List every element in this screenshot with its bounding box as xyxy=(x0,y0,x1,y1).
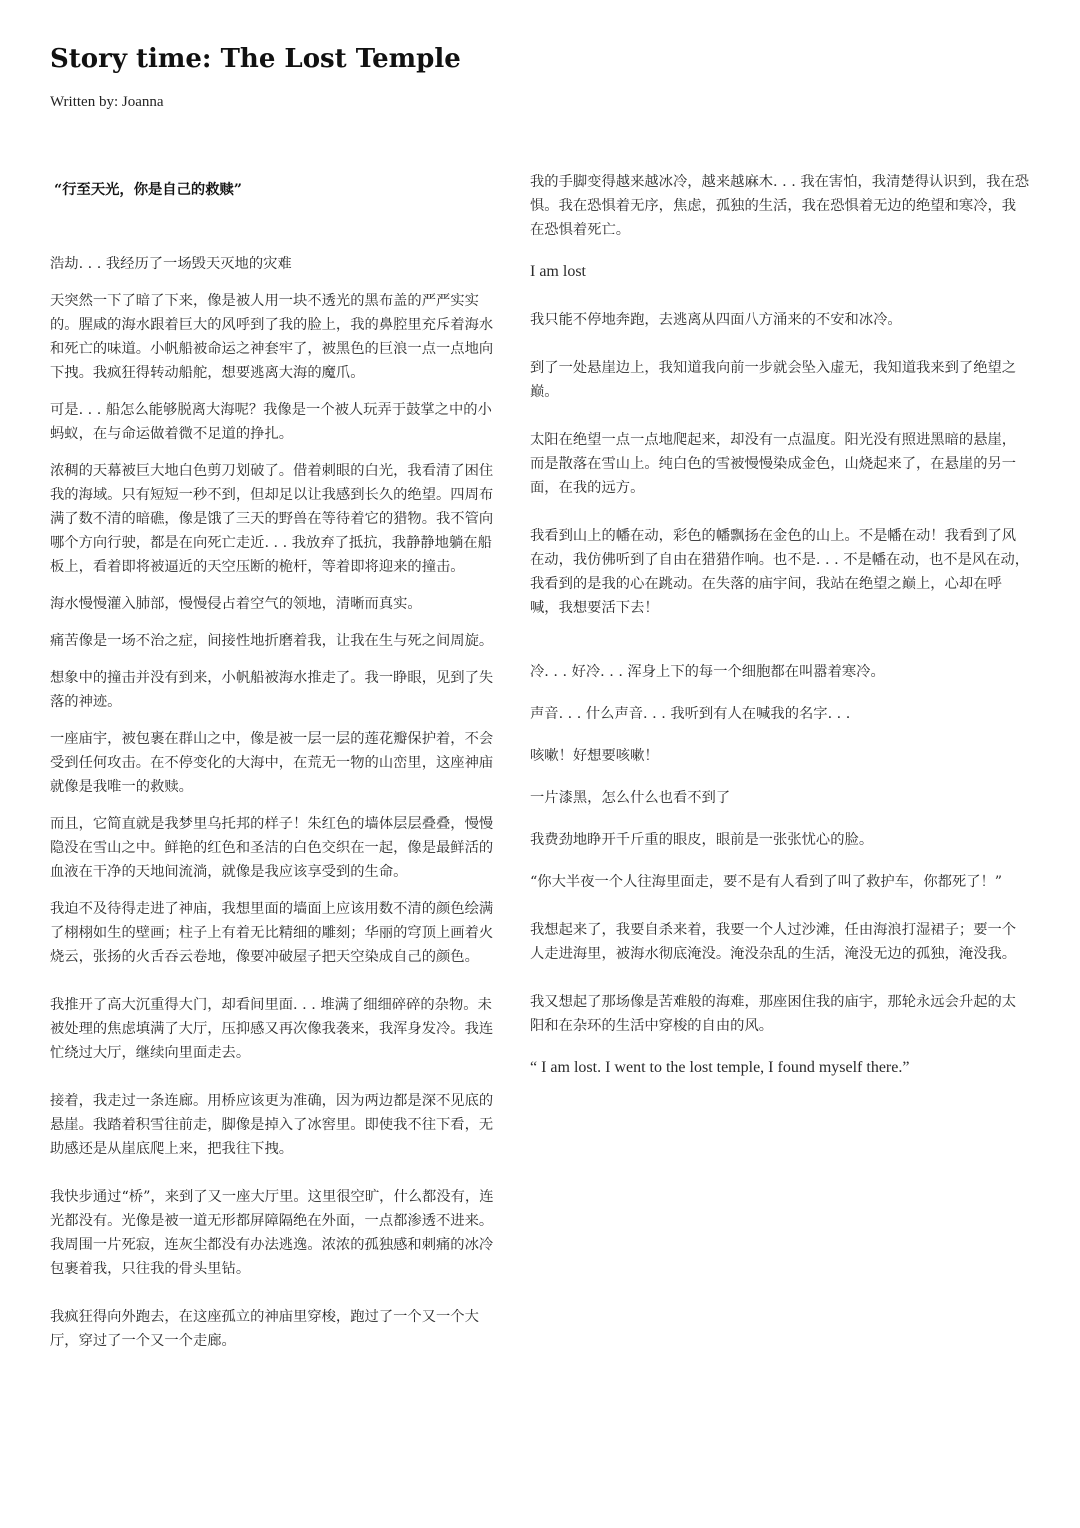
story-paragraph: 浩劫. . . 我经历了一场毁天灭地的灾难 xyxy=(50,256,292,272)
story-paragraph: 接着，我走过一条连廊。用桥应该更为准确，因为两边都是深不见底的悬崖。我踏着积雪往前走，脚像是掉入了冰窖里。即使我不往下看，无助感还是从崖底爬上来，把我往下拽。 xyxy=(50,1093,494,1157)
story-paragraph: “你大半夜一个人往海里面走，要不是有人看到了叫了救护车，你都死了！” xyxy=(530,874,1003,890)
story-paragraph: 浓稠的天幕被巨大地白色剪刀划破了。借着刺眼的白光，我看清了困住我的海域。只有短短一秒不到，但却足以让我感到长久的绝望。四周布满了数不清的暗礁，像是饿了三天的野兽在等待着它的猎物。我不管向哪个方向行驶，都是在向死亡走近. . . 我放弃了抵抗，我静静地躺在船板上，看着即将被逼近的天空压断的桅杆，等着即将迎来的撞击。 xyxy=(50,463,494,575)
story-paragraph: 我迫不及待得走进了神庙，我想里面的墙面上应该用数不清的颜色绘满了栩栩如生的壁画；柱子上有着无比精细的雕刻；华丽的穹顶上画着火烧云，张扬的火舌吞云卷地，像要冲破屋子把天空染成自己的颜色。 xyxy=(50,901,494,965)
story-paragraph: 到了一处悬崖边上，我知道我向前一步就会坠入虚无，我知道我来到了绝望之巅。 xyxy=(530,360,1017,400)
story-paragraph: 海水慢慢灌入肺部，慢慢侵占着空气的领地，清晰而真实。 xyxy=(50,596,422,612)
story-paragraph: 想象中的撞击并没有到来，小帆船被海水推走了。我一睁眼，见到了失落的神迹。 xyxy=(50,670,494,710)
story-paragraph: 冷. . . 好冷. . . 浑身上下的每一个细胞都在叫嚣着寒冷。 xyxy=(530,664,885,680)
left-column xyxy=(50,178,502,1353)
story-paragraph: 天突然一下了暗了下来，像是被人用一块不透光的黑布盖的严严实实的。腥咸的海水跟着巨大的风呼到了我的脸上，我的鼻腔里充斥着海水和死亡的味道。小帆船被命运之神套牢了，被黑色的巨浪一点一点地向下拽。我疯狂得转动船舵，想要逃离大海的魔爪。 xyxy=(50,293,494,381)
story-paragraph: 声音. . . 什么声音. . . 我听到有人在喊我的名字. . . xyxy=(530,706,851,722)
story-paragraph: 痛苦像是一场不治之症，间接性地折磨着我，让我在生与死之间周旋。 xyxy=(50,633,494,649)
story-paragraph: 而且，它简直就是我梦里乌托邦的样子！朱红色的墙体层层叠叠，慢慢隐没在雪山之中。鲜艳的红色和圣洁的白色交织在一起，像是最鲜活的血液在干净的天地间流淌，就像是我应该享受到的生命。 xyxy=(50,816,494,880)
story-paragraph: 太阳在绝望一点一点地爬起来，却没有一点温度。阳光没有照进黑暗的悬崖，而是散落在雪山上。纯白色的雪被慢慢染成金色，山烧起来了，在悬崖的另一面，在我的远方。 xyxy=(530,432,1017,496)
story-paragraph: 我看到山上的幡在动，彩色的幡飘扬在金色的山上。不是幡在动！我看到了风在动，我仿佛听到了自由在猎猎作响。也不是. . . 不是幡在动，也不是风在动，我看到的是我的心在跳动。在失落的庙宇间，我站在绝望之巅上，心却在呼喊，我想要活下去！ xyxy=(530,528,1030,616)
story-paragraph: 我疯狂得向外跑去，在这座孤立的神庙里穿梭，跑过了一个又一个大厅，穿过了一个又一个走廊。 xyxy=(50,1309,479,1349)
epigraph: “行至天光，你是自己的救赎” xyxy=(54,182,243,198)
story-paragraph: 咳嗽！好想要咳嗽！ xyxy=(530,748,659,764)
page-title: Story time: The Lost Temple xyxy=(50,44,461,74)
author-byline: Written by: Joanna xyxy=(50,94,164,110)
story-paragraph: 我快步通过“桥”，来到了又一座大厅里。这里很空旷，什么都没有，连光都没有。光像是被一道无形都屏障隔绝在外面，一点都渗透不进来。我周围一片死寂，连灰尘都没有办法逃逸。浓浓的孤独感和刺痛的冰冷包裹着我，只往我的骨头里钻。 xyxy=(50,1189,494,1277)
right-column xyxy=(530,170,1030,1080)
story-paragraph: 我的手脚变得越来越冰冷，越来越麻木. . . 我在害怕，我清楚得认识到，我在恐惧。我在恐惧着无序，焦虑，孤独的生活，我在恐惧着无边的绝望和寒冷，我在恐惧着死亡。 xyxy=(530,174,1030,238)
story-paragraph: 我只能不停地奔跑，去逃离从四面八方涌来的不安和冰冷。 xyxy=(530,312,902,328)
story-paragraph: 我想起来了，我要自杀来着，我要一个人过沙滩，任由海浪打湿裙子；要一个人走进海里，被海水彻底淹没。淹没杂乱的生活，淹没无边的孤独，淹没我。 xyxy=(530,922,1017,962)
story-paragraph: 可是. . . 船怎么能够脱离大海呢？我像是一个被人玩弄于鼓掌之中的小蚂蚁，在与命运做着微不足道的挣扎。 xyxy=(50,402,492,442)
story-paragraph: I am lost xyxy=(530,263,586,280)
story-paragraph: 我又想起了那场像是苦难般的海难，那座困住我的庙宇，那轮永远会升起的太阳和在杂环的生活中穿梭的自由的风。 xyxy=(530,994,1017,1034)
story-paragraph: 一座庙宇，被包裹在群山之中，像是被一层一层的莲花瓣保护着，不会受到任何攻击。在不停变化的大海中，在荒无一物的山峦里，这座神庙就像是我唯一的救赎。 xyxy=(50,731,494,795)
story-paragraph: 一片漆黑，怎么什么也看不到了 xyxy=(530,790,731,806)
story-paragraph: 我推开了高大沉重得大门，却看间里面. . . 堆满了细细碎碎的杂物。未被处理的焦虑填满了大厅，压抑感又再次像我袭来，我浑身发冷。我连忙绕过大厅，继续向里面走去。 xyxy=(50,997,494,1061)
closing-quote: “ I am lost. I went to the lost temple, I found myself there.” xyxy=(530,1059,910,1076)
story-paragraph: 我费劲地睁开千斤重的眼皮，眼前是一张张忧心的脸。 xyxy=(530,832,874,848)
